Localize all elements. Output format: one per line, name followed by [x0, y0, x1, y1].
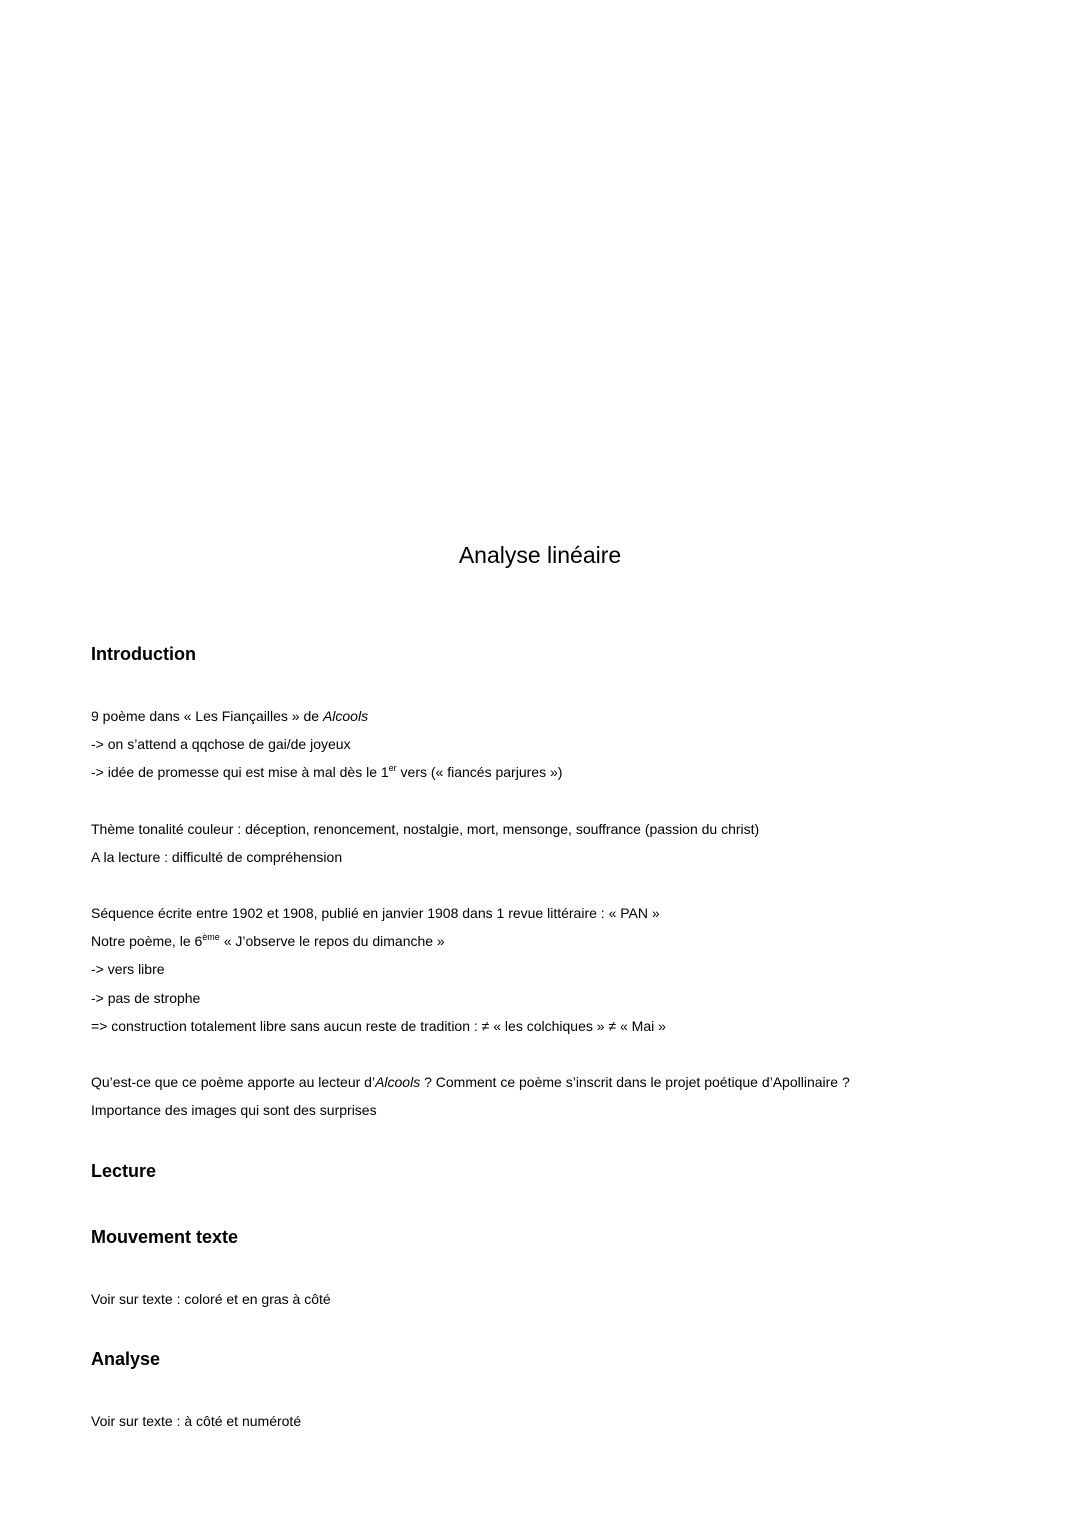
heading-analyse: Analyse — [91, 1349, 161, 1369]
intro-line-6: Séquence écrite entre 1902 et 1908, publié en janvier 1908 dans 1 revue littéraire : « PAN » — [91, 905, 660, 921]
analyse-line-1: Voir sur texte : à côté et numéroté — [91, 1413, 302, 1429]
intro-line-1-text: 9 poème dans « Les Fiançailles » de — [91, 708, 323, 724]
intro-line-7-text-b: « J’observe le repos du dimanche » — [219, 933, 445, 949]
intro-line-11-text-a: Qu’est-ce que ce poème apporte au lecteur d’ — [91, 1074, 376, 1090]
intro-line-4: Thème tonalité couleur : déception, renoncement, nostalgie, mort, mensonge, souffrance (passion du christ) — [91, 821, 760, 837]
intro-line-1-italic: Alcools — [322, 708, 369, 724]
intro-line-3-text-a: -> idée de promesse qui est mise à mal dès le 1 — [91, 764, 389, 780]
intro-line-3-sup: er — [388, 763, 397, 773]
intro-line-8: -> vers libre — [91, 961, 165, 977]
intro-line-3 — [91, 762, 562, 782]
intro-line-1 — [91, 706, 368, 726]
intro-line-12: Importance des images qui sont des surprises — [91, 1102, 377, 1118]
intro-line-7-text-a: Notre poème, le 6 — [91, 933, 203, 949]
intro-line-11 — [91, 1072, 850, 1092]
intro-line-7-sup: ème — [202, 932, 220, 942]
intro-line-11-italic: Alcools — [375, 1074, 421, 1090]
mouvement-line-1: Voir sur texte : coloré et en gras à côté — [91, 1291, 331, 1307]
heading-lecture: Lecture — [91, 1161, 157, 1181]
document-title: Analyse linéaire — [458, 542, 622, 568]
intro-line-11-text-c: ? Comment ce poème s’inscrit dans le projet poétique d’Apollinaire ? — [420, 1074, 850, 1090]
intro-line-2: -> on s’attend a qqchose de gai/de joyeux — [91, 736, 351, 752]
intro-line-9: -> pas de strophe — [91, 990, 201, 1006]
heading-mouvement-texte: Mouvement texte — [91, 1227, 239, 1247]
heading-introduction: Introduction — [91, 644, 196, 664]
intro-line-10: => construction totalement libre sans aucun reste de tradition : ≠ « les colchiques » ≠ « Mai » — [91, 1018, 666, 1034]
intro-line-3-text-b: vers (« fiancés parjures ») — [396, 764, 563, 780]
intro-line-7 — [91, 931, 445, 951]
intro-line-5: A la lecture : difficulté de compréhension — [91, 849, 343, 865]
